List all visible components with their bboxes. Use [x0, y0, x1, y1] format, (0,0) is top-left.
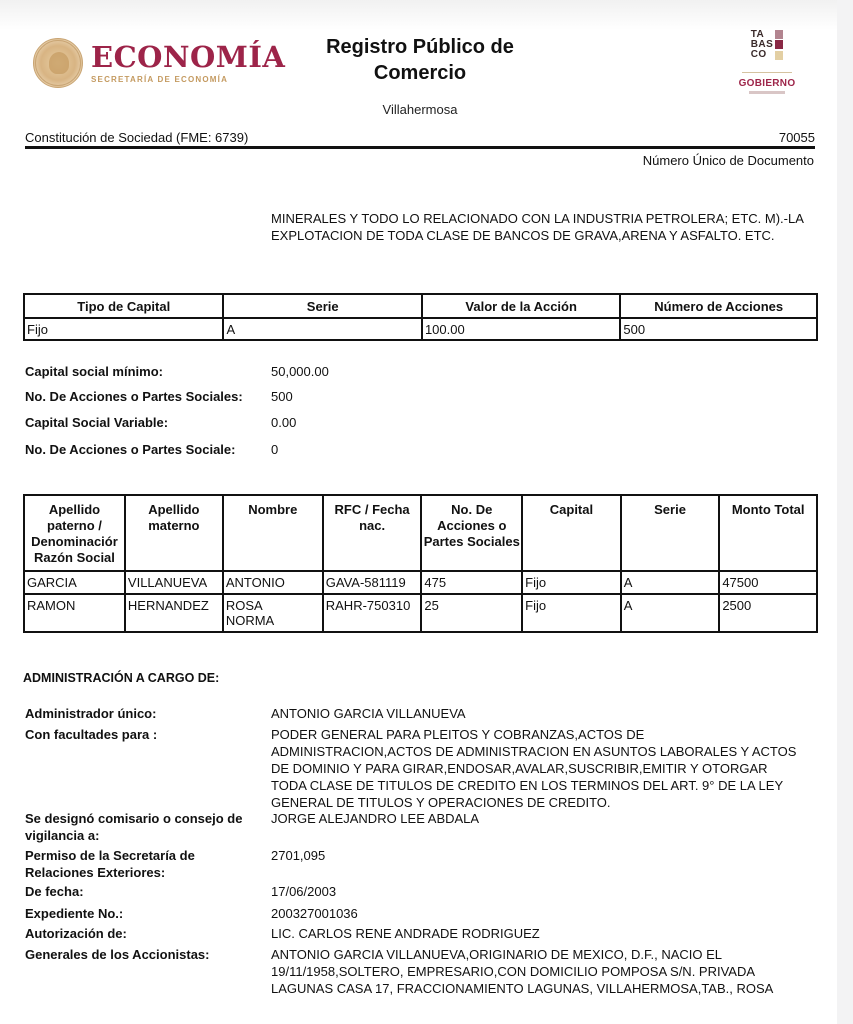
table-cell: Fijo — [24, 318, 223, 340]
column-header: Serie — [223, 294, 421, 318]
column-header: Tipo de Capital — [24, 294, 223, 318]
table-cell: A — [621, 571, 720, 594]
table-cell: Fijo — [522, 594, 621, 632]
generales-value: ANTONIO GARCIA VILLANUEVA,ORIGINARIO DE MEXICO, D.F., NACIO EL 19/11/1958,SOLTERO, EMPRESARIO,CON DOMICILIO POMPOSA S/N. PRIVADA LAGUNAS CASA 17, FRACCIONAMIENTO LAGUNAS, VILLAHERMOSA,TAB., ROSA — [271, 947, 774, 996]
document-type-row — [25, 130, 815, 145]
document-type: Constitución de Sociedad (FME: 6739) — [25, 130, 249, 145]
table-cell: Fijo — [522, 571, 621, 594]
capital-minimo-label: Capital social mínimo: — [25, 364, 163, 379]
fecha-label: De fecha: — [25, 884, 84, 899]
expediente-value: 200327001036 — [271, 906, 358, 921]
city-label: Villahermosa — [382, 102, 458, 117]
facultades-value: PODER GENERAL PARA PLEITOS Y COBRANZAS,ACTOS DE ADMINISTRACION,ACTOS DE ADMINISTRACION EN ASUNTOS LABORALES Y ACTOS DE DOMINIO Y PARA GIRAR,ENDOSAR,AVALAR,SUSCRIBIR,EMITIR Y OTORGAR TODA CLASE DE TITULOS DE CREDITO EN LOS TERMINOS DEL ART. 9° DE LA LEY GENERAL DE TITULOS Y OPERACIONES DE CREDITO. — [271, 727, 797, 810]
table-cell: 100.00 — [422, 318, 620, 340]
acciones-label: No. De Acciones o Partes Sociales: — [25, 389, 243, 404]
section-title-administracion: ADMINISTRACIÓN A CARGO DE: — [23, 671, 220, 685]
mexico-seal-icon — [33, 38, 83, 88]
administrador-value: ANTONIO GARCIA VILLANUEVA — [271, 706, 466, 721]
fecha-value: 17/06/2003 — [271, 884, 337, 899]
table-cell: GARCIA — [24, 571, 125, 594]
administrador-label: Administrador único: — [25, 706, 157, 721]
capital-table — [23, 293, 818, 341]
tabasco-wordmark: TA BAS CO — [750, 29, 774, 60]
table-header-row — [24, 495, 817, 571]
comisario-value: JORGE ALEJANDRO LEE ABDALA — [271, 811, 480, 826]
table-cell: RAMON — [24, 594, 125, 632]
column-header: No. De Acciones o Partes Sociales — [421, 495, 522, 571]
economia-logo — [33, 38, 285, 88]
table-cell: VILLANUEVA — [125, 571, 223, 594]
capital-minimo-value: 50,000.00 — [271, 364, 329, 379]
table-cell: 2500 — [719, 594, 817, 632]
permiso-sre-value: 2701,095 — [271, 848, 326, 863]
permiso-sre-label: Permiso de la Secretaría de Relaciones Exteriores: — [25, 848, 195, 880]
acciones-variable-value: 0 — [271, 442, 279, 457]
page-title: Registro Público de Comercio — [326, 36, 514, 84]
column-header: Monto Total — [719, 495, 817, 571]
column-header: RFC / Fecha nac. — [323, 495, 422, 571]
acciones-variable-label: No. De Acciones o Partes Sociale: — [25, 442, 236, 457]
column-header: Capital — [522, 495, 621, 571]
objeto-social-text: MINERALES Y TODO LO RELACIONADO CON LA INDUSTRIA PETROLERA; ETC. M).-LA EXPLOTACION DE TODA CLASE DE BANCOS DE GRAVA,ARENA Y ASFALTO. ETC. — [271, 211, 804, 243]
document-number-label: Número Único de Documento — [642, 153, 814, 168]
gobierno-label: GOBIERNO — [738, 78, 796, 89]
table-row — [24, 571, 817, 594]
expediente-label: Expediente No.: — [25, 906, 124, 921]
capital-variable-value: 0.00 — [271, 415, 297, 430]
table-cell: RAHR-750310 — [323, 594, 422, 632]
table-row — [24, 318, 817, 340]
table-cell: ANTONIO — [223, 571, 323, 594]
column-header: Número de Acciones — [620, 294, 817, 318]
table-cell: 47500 — [719, 571, 817, 594]
logo-divider — [742, 72, 792, 73]
scrollbar-track[interactable] — [837, 0, 853, 1024]
generales-label: Generales de los Accionistas: — [25, 947, 210, 962]
column-header: Valor de la Acción — [422, 294, 620, 318]
header-divider — [25, 146, 815, 149]
economia-subtitle: SECRETARÍA DE ECONOMÍA — [91, 75, 229, 84]
column-header: Nombre — [223, 495, 323, 571]
page-top-shade — [0, 0, 853, 30]
document-number: 70055 — [778, 130, 815, 145]
table-row — [24, 594, 817, 632]
table-cell: A — [223, 318, 421, 340]
economia-title: ECONOMÍA — [91, 40, 286, 74]
autorizacion-label: Autorización de: — [25, 926, 127, 941]
table-header-row — [24, 294, 817, 318]
capital-variable-label: Capital Social Variable: — [25, 415, 169, 430]
table-cell: 25 — [421, 594, 522, 632]
tabasco-pattern-icon — [775, 30, 783, 60]
table-cell: GAVA-581119 — [323, 571, 422, 594]
table-cell: ROSA NORMA — [223, 594, 323, 632]
accionistas-table — [23, 494, 818, 633]
comisario-label: Se designó comisario o consejo de vigilancia a: — [25, 811, 243, 843]
table-cell: HERNANDEZ — [125, 594, 223, 632]
tabasco-gobierno-logo — [738, 30, 796, 94]
facultades-label: Con facultades para : — [25, 727, 158, 742]
table-cell: 500 — [620, 318, 817, 340]
autorizacion-value: LIC. CARLOS RENE ANDRADE RODRIGUEZ — [271, 926, 540, 941]
column-header: Apellido paterno / Denominaciór Razón Social — [24, 495, 125, 571]
column-header: Serie — [621, 495, 720, 571]
column-header: Apellido materno — [125, 495, 223, 571]
acciones-value: 500 — [271, 389, 293, 404]
table-cell: A — [621, 594, 720, 632]
table-cell: 475 — [421, 571, 522, 594]
